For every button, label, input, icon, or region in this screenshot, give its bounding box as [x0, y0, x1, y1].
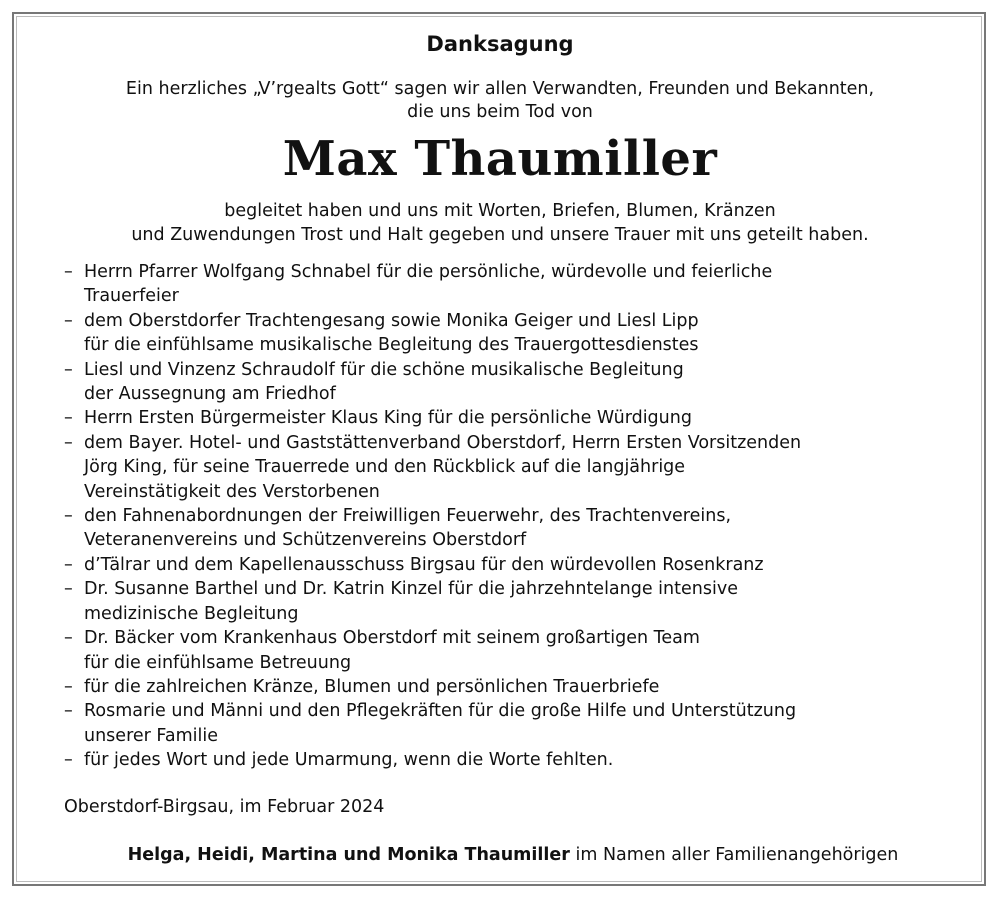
thanks-item-line: für jedes Wort und jede Umarmung, wenn die Worte fehlten.	[84, 750, 614, 771]
thanks-item-line: der Aussegnung am Friedhof	[84, 384, 336, 405]
deceased-name: Max Thaumiller	[282, 131, 718, 187]
thanks-item	[64, 626, 964, 675]
thanks-item	[64, 260, 964, 309]
thanks-item-line: Veteranenvereins und Schützenvereins Oberstdorf	[84, 530, 527, 551]
list-dash: –	[64, 262, 73, 282]
thanks-item-line: den Fahnenabordnungen der Freiwilligen Feuerwehr, des Trachtenvereins,	[84, 506, 732, 527]
thanks-list	[64, 260, 964, 773]
intro-line-1: Ein herzliches „V’rgealts Gott“ sagen wir allen Verwandten, Freunden und Bekannten,	[125, 79, 875, 99]
list-dash: –	[64, 701, 73, 722]
after-line-1: begleitet haben und uns mit Worten, Briefen, Blumen, Kränzen	[224, 201, 776, 221]
thanks-item	[64, 748, 964, 772]
thanks-item-line: dem Oberstdorfer Trachtengesang sowie Monika Geiger und Liesl Lipp	[84, 310, 699, 331]
thanks-item	[64, 309, 964, 358]
thanks-item-line: Liesl und Vinzenz Schraudolf für die schöne musikalische Begleitung	[84, 359, 684, 380]
list-dash: –	[64, 628, 73, 649]
list-dash: –	[64, 408, 73, 429]
thanks-item-line: dem Bayer. Hotel- und Gaststättenverband Oberstdorf, Herrn Ersten Vorsitzenden	[84, 432, 802, 453]
list-dash: –	[64, 676, 73, 697]
thanks-item-line: Trauerfeier	[84, 286, 179, 307]
intro-line-2: die uns beim Tod von	[407, 102, 593, 122]
list-dash: –	[64, 359, 73, 380]
thanks-item-line: unserer Familie	[84, 725, 218, 746]
after-line-2: und Zuwendungen Trost und Halt gegeben und unsere Trauer mit uns geteilt haben.	[131, 225, 869, 245]
signature-rest: im Namen aller Familienangehörigen	[575, 845, 899, 865]
list-dash: –	[64, 750, 73, 771]
signature	[0, 843, 1000, 867]
thanks-item-line: Rosmarie und Männi und den Pflegekräften für die große Hilfe und Unterstützung	[84, 701, 797, 722]
thanks-item-line: Dr. Bäcker vom Krankenhaus Oberstdorf mit seinem großartigen Team	[84, 628, 700, 649]
list-dash: –	[64, 432, 73, 453]
thanks-item-line: Vereinstätigkeit des Verstorbenen	[84, 481, 380, 502]
thanks-item	[64, 699, 964, 748]
thanks-item	[64, 406, 964, 430]
thanks-item-line: für die einfühlsame Betreuung	[84, 652, 352, 673]
list-dash: –	[64, 506, 73, 527]
thanks-item	[64, 358, 964, 407]
notice-heading: Danksagung	[426, 32, 574, 56]
list-dash: –	[64, 554, 73, 575]
list-dash: –	[64, 310, 73, 331]
thanks-item-line: Herrn Pfarrer Wolfgang Schnabel für die persönliche, würdevolle und feierliche	[84, 262, 773, 282]
thanks-item-line: Dr. Susanne Barthel und Dr. Katrin Kinzel für die jahrzehntelange intensive	[84, 579, 738, 600]
intro-text	[0, 78, 1000, 124]
thanks-item	[64, 504, 964, 553]
thanks-item	[64, 675, 964, 699]
thanks-item-line: für die einfühlsame musikalische Begleitung des Trauergottesdienstes	[84, 335, 699, 356]
place-date: Oberstdorf-Birgsau, im Februar 2024	[64, 797, 385, 817]
thanks-item-line: für die zahlreichen Kränze, Blumen und persönlichen Trauerbriefe	[84, 676, 660, 697]
thanks-item	[64, 577, 964, 626]
list-dash: –	[64, 579, 73, 600]
thanks-item	[64, 553, 964, 577]
thanks-item-line: Jörg King, für seine Trauerrede und den Rückblick auf die langjährige	[84, 457, 686, 478]
thanks-item	[64, 431, 964, 504]
after-name-text	[0, 199, 1000, 247]
thanks-item-line: Herrn Ersten Bürgermeister Klaus King für die persönliche Würdigung	[84, 408, 692, 429]
thanks-item-line: medizinische Begleitung	[84, 603, 299, 624]
thanks-item-line: d’Tälrar und dem Kapellenausschuss Birgsau für den würdevollen Rosenkranz	[84, 554, 764, 575]
signature-names: Helga, Heidi, Martina und Monika Thaumiller	[127, 845, 570, 865]
